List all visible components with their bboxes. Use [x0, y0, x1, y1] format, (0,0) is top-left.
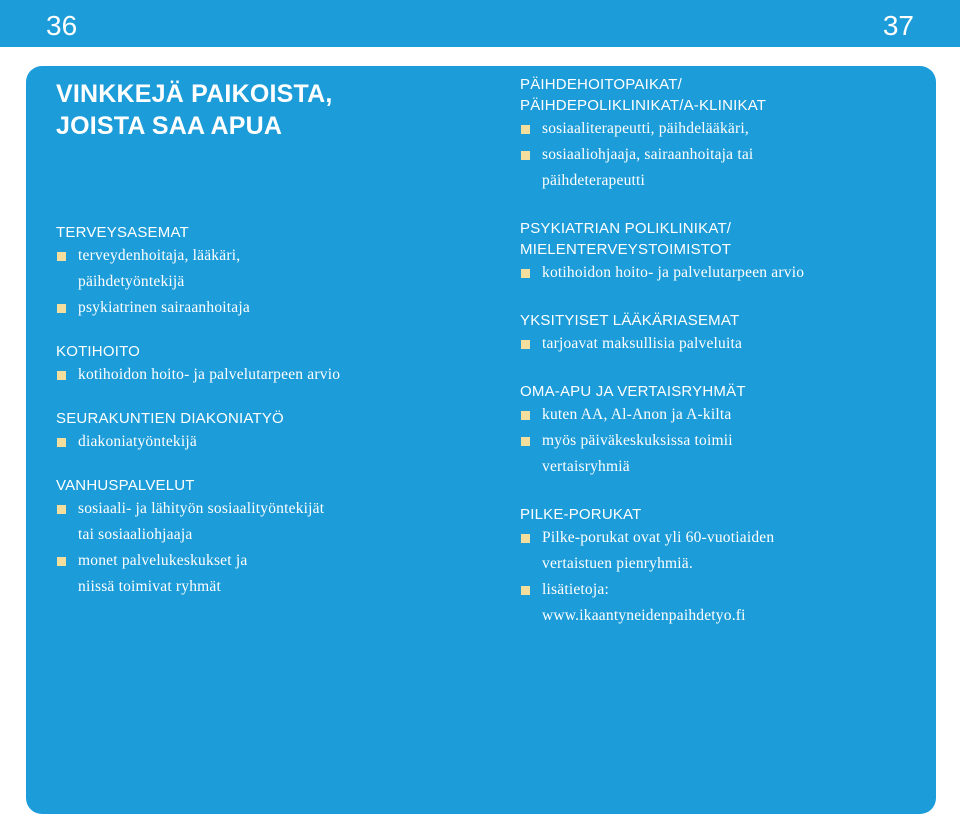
list-item-text: kotihoidon hoito- ja palvelutarpeen arvio [78, 366, 341, 383]
section-heading [520, 504, 900, 525]
list-item [520, 142, 900, 194]
section-heading [520, 74, 900, 116]
section-heading-line: PILKE-PORUKAT [520, 506, 642, 523]
list-item-text: terveydenhoitaja, lääkäri, [78, 247, 241, 264]
website-link[interactable]: www.ikaantyneidenpaihdetyo.fi [542, 607, 746, 624]
section-yksityiset-laakariasemat [520, 310, 900, 357]
page-title [56, 78, 436, 142]
page-number-right: 37 [882, 10, 914, 41]
section-heading: VANHUSPALVELUT [56, 477, 195, 494]
section-heading: KOTIHOITO [56, 343, 141, 360]
section-heading: TERVEYSASEMAT [56, 224, 189, 241]
list-item-text: kotihoidon hoito- ja palvelutarpeen arvio [542, 264, 805, 281]
list-item [520, 428, 900, 480]
section-heading [520, 310, 900, 331]
square-bullet-icon [521, 269, 530, 278]
section-heading: SEURAKUNTIEN DIAKONIATYÖ [56, 410, 284, 427]
list-item-text: niissä toimivat ryhmät [78, 578, 222, 595]
section-oma-apu [520, 381, 900, 480]
square-bullet-icon [521, 437, 530, 446]
list-item [520, 260, 900, 286]
list-item-text: tai sosiaaliohjaaja [78, 526, 193, 543]
list-item-text: tarjoavat maksullisia palveluita [542, 335, 743, 352]
square-bullet-icon [57, 304, 66, 313]
list-item [520, 331, 900, 357]
section-heading-line: OMA-APU JA VERTAISRYHMÄT [520, 383, 746, 400]
list-item [520, 402, 900, 428]
list-item-text: lisätietoja: [542, 581, 609, 598]
list-item-text: Pilke-porukat ovat yli 60-vuotiaiden [542, 529, 775, 546]
section-heading-line: PÄIHDEPOLIKLINIKAT/A-KLINIKAT [520, 97, 767, 114]
list-item-text: sosiaali- ja lähityön sosiaalityöntekijät [78, 500, 325, 517]
square-bullet-icon [57, 557, 66, 566]
section-heading-line: PÄIHDEHOITOPAIKAT/ [520, 76, 682, 93]
list-item [520, 525, 900, 577]
section-kotihoito [56, 341, 436, 388]
list-item [56, 496, 436, 548]
list-item [56, 429, 436, 455]
section-diakoniatyo [56, 408, 436, 455]
list-item [56, 243, 436, 295]
right-column [520, 74, 900, 653]
section-paihdehoitopaikat [520, 74, 900, 194]
header-bar [0, 0, 960, 47]
list-item [56, 362, 436, 388]
square-bullet-icon [57, 371, 66, 380]
section-heading-line: PSYKIATRIAN POLIKLINIKAT/ [520, 220, 732, 237]
section-pilke-porukat [520, 504, 900, 629]
square-bullet-icon [57, 505, 66, 514]
list-item-text: kuten AA, Al-Anon ja A-kilta [542, 406, 732, 423]
list-item [56, 295, 436, 321]
square-bullet-icon [521, 411, 530, 420]
square-bullet-icon [57, 252, 66, 261]
list-item-text: sosiaaliterapeutti, päihdelääkäri, [542, 120, 749, 137]
square-bullet-icon [521, 586, 530, 595]
square-bullet-icon [521, 340, 530, 349]
section-heading-line: YKSITYISET LÄÄKÄRIASEMAT [520, 312, 740, 329]
page-title-line-1: VINKKEJÄ PAIKOISTA, [56, 80, 333, 108]
list-item-text: sosiaaliohjaaja, sairaanhoitaja tai [542, 146, 754, 163]
section-terveysasemat [56, 222, 436, 321]
page-number-left: 36 [46, 10, 78, 41]
list-item-text: myös päiväkeskuksissa toimii [542, 432, 733, 449]
list-item-text: päihdetyöntekijä [78, 273, 185, 290]
square-bullet-icon [521, 151, 530, 160]
list-item-text: vertaisryhmiä [542, 458, 630, 475]
section-heading-line: MIELENTERVEYSTOIMISTOT [520, 241, 732, 258]
page-title-line-2: JOISTA SAA APUA [56, 112, 283, 140]
section-vanhuspalvelut [56, 475, 436, 600]
square-bullet-icon [57, 438, 66, 447]
list-item-text: päihdeterapeutti [542, 172, 646, 189]
list-item [520, 116, 900, 142]
list-item-text: psykiatrinen sairaanhoitaja [78, 299, 250, 316]
left-column [56, 78, 436, 620]
list-item-text: vertaistuen pienryhmiä. [542, 555, 693, 572]
list-item [520, 577, 900, 629]
list-item-text: diakoniatyöntekijä [78, 433, 197, 450]
list-item [56, 548, 436, 600]
square-bullet-icon [521, 125, 530, 134]
list-item-text: monet palvelukeskukset ja [78, 552, 248, 569]
section-psykiatrian-poliklinikat [520, 218, 900, 286]
section-heading [520, 218, 900, 260]
section-heading [520, 381, 900, 402]
square-bullet-icon [521, 534, 530, 543]
